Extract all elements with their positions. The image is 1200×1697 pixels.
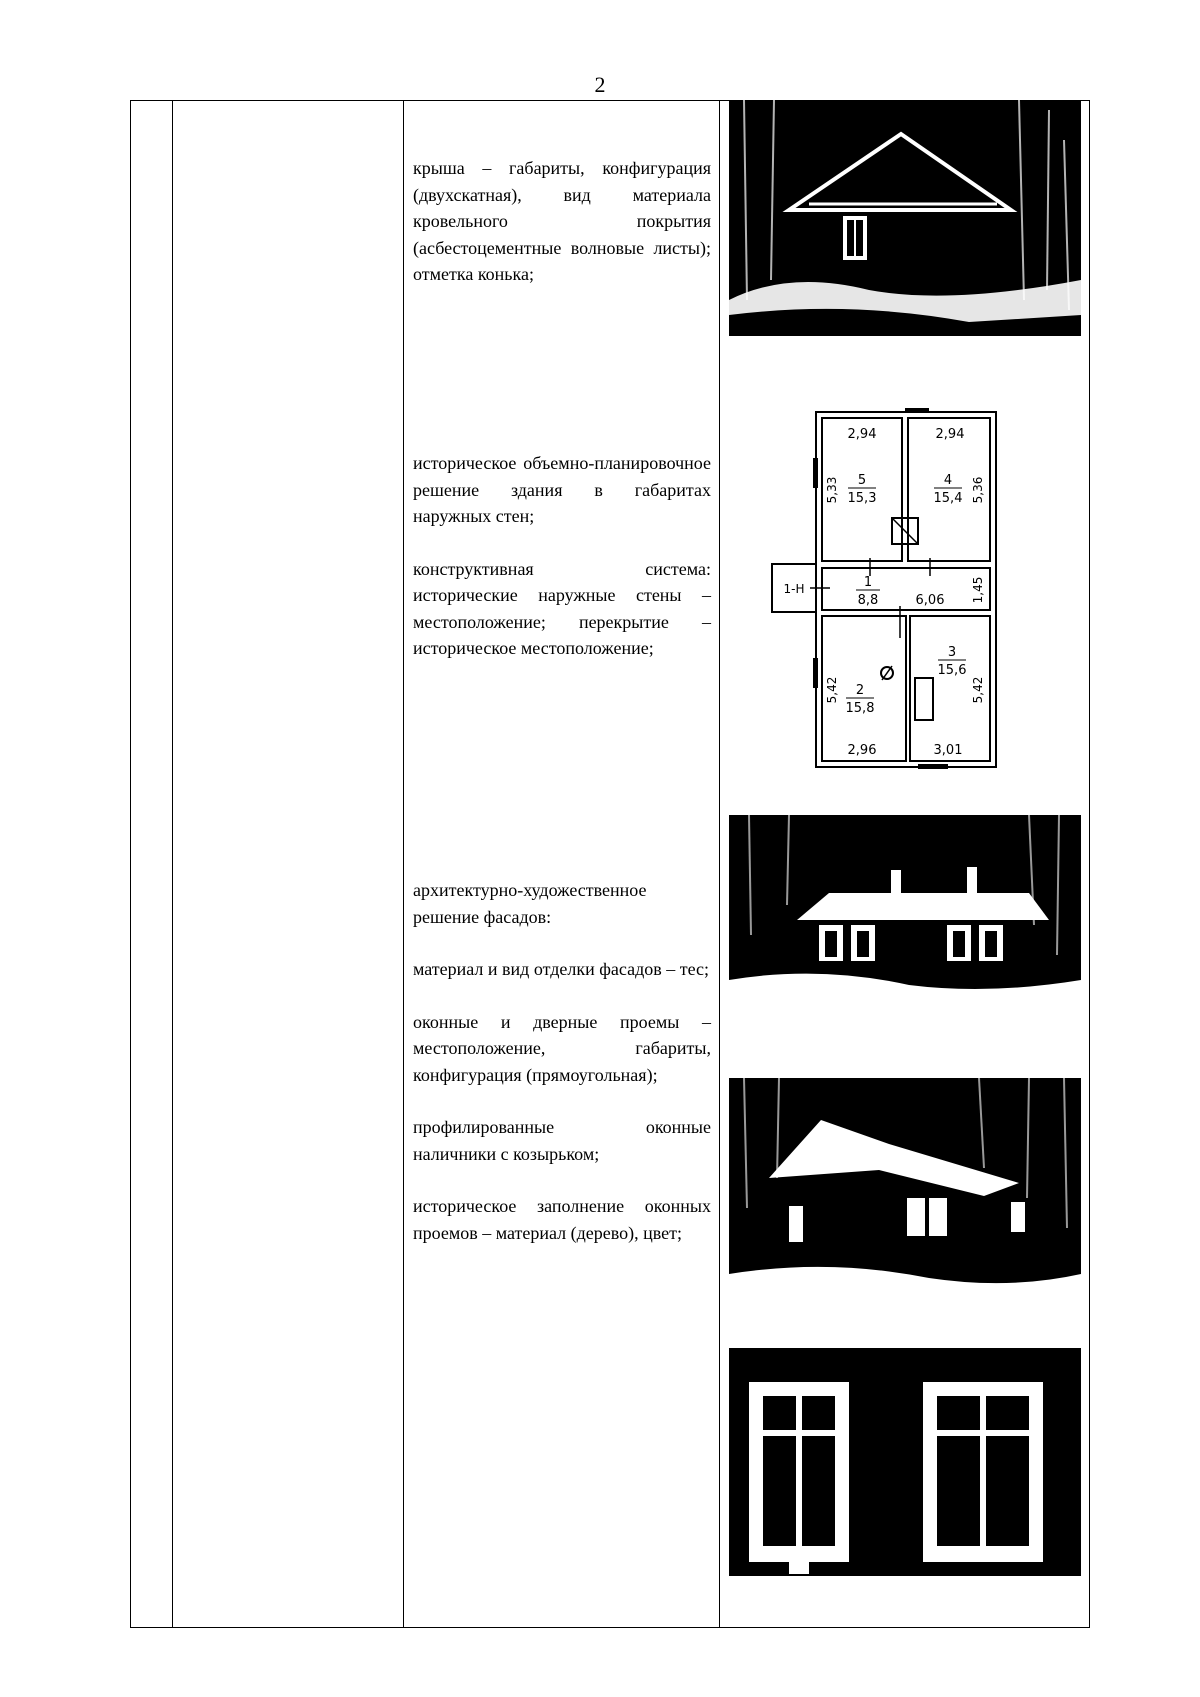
text-block-plan-structure xyxy=(413,450,711,662)
paragraph: конструктивная система: исторические наружные стены – местоположение; перекрытие – историческое местоположение; xyxy=(413,558,711,658)
column-divider-3 xyxy=(719,101,720,1627)
dim-room3-height: 5,42 xyxy=(971,676,985,704)
dim-room2-height: 5,42 xyxy=(825,676,839,704)
room1-number: 1 xyxy=(863,575,873,590)
photo-corner-view xyxy=(729,1078,1081,1314)
room4-area: 15,4 xyxy=(933,491,963,506)
dim-room4-height: 5,36 xyxy=(971,476,985,504)
dim-room2-width: 2,96 xyxy=(847,743,877,758)
paragraph: архитектурно-художественное решение фасадов: xyxy=(413,880,647,927)
paragraph: крыша – габариты, конфигурация (двухскатная), вид материала кровельного покрытия (асбестоцементные волновые листы); отметка конька; xyxy=(413,158,711,284)
page-number: 2 xyxy=(594,72,606,97)
paragraph: профилированные оконные наличники с козырьком; xyxy=(413,1117,711,1164)
photo-window-detail xyxy=(729,1348,1081,1576)
text-block-roof xyxy=(413,155,711,288)
room2-area: 15,8 xyxy=(845,701,875,716)
room4-number: 4 xyxy=(943,473,953,488)
dim-room5-height: 5,33 xyxy=(825,476,839,504)
room3-area: 15,6 xyxy=(937,663,967,678)
paragraph: оконные и дверные проемы – местоположение, габариты, конфигурация (прямоугольная); xyxy=(413,1011,711,1085)
room5-area: 15,3 xyxy=(847,491,877,506)
room2-number: 2 xyxy=(855,683,865,698)
dim-room5-width: 2,94 xyxy=(847,427,877,442)
dim-room1-height: 1,45 xyxy=(971,576,985,604)
room5-number: 5 xyxy=(857,473,867,488)
dim-room4-width: 2,94 xyxy=(935,427,965,442)
dim-room1-length: 6,06 xyxy=(915,593,945,608)
floor-plan xyxy=(770,408,1000,771)
photo-gable-facade xyxy=(729,100,1081,336)
paragraph: историческое объемно-планировочное решение здания в габаритах наружных стен; xyxy=(413,453,711,526)
entrance-label: 1-Н xyxy=(783,582,805,596)
photo-main-facade xyxy=(729,815,1081,1045)
paragraph: историческое заполнение оконных проемов – материал (дерево), цвет; xyxy=(413,1196,711,1243)
paragraph: материал и вид отделки фасадов – тес; xyxy=(413,959,710,979)
room3-number: 3 xyxy=(947,645,957,660)
column-divider-2 xyxy=(403,101,404,1627)
column-divider-1 xyxy=(172,101,173,1627)
dim-room3-width: 3,01 xyxy=(933,743,963,758)
room1-area: 8,8 xyxy=(857,593,879,608)
text-block-facades xyxy=(413,877,711,1246)
